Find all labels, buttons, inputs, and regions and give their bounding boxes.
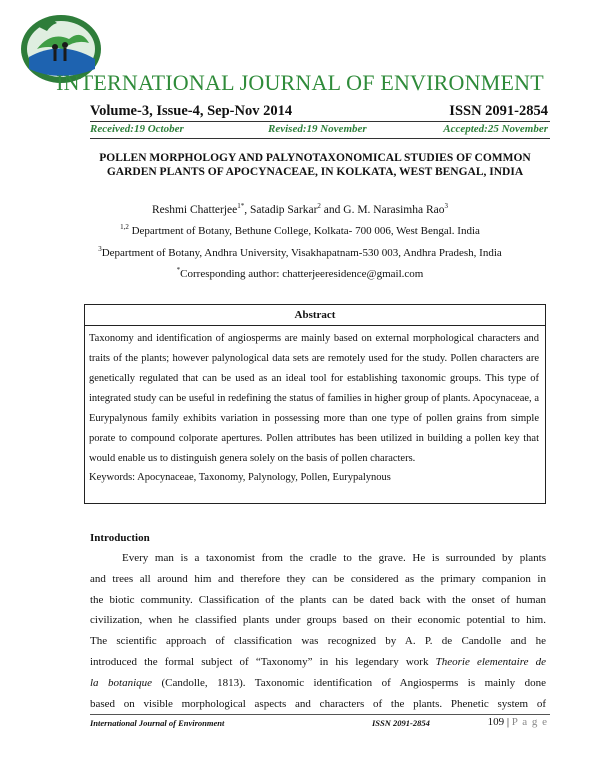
keywords: Keywords: Apocynaceae, Taxonomy, Palynology, Pollen, Eurypalynous — [89, 472, 391, 483]
volume-info: Volume-3, Issue-4, Sep-Nov 2014 — [90, 103, 293, 119]
author-sup: 3 — [444, 202, 449, 210]
header-rule-bottom — [90, 138, 550, 139]
page-label: P a g e — [511, 716, 548, 728]
introduction-heading: Introduction — [90, 532, 150, 544]
received-date: Received:19 October — [90, 123, 184, 135]
abstract-heading: Abstract — [294, 309, 336, 321]
accepted-date: Accepted:25 November — [443, 123, 548, 135]
page-footer — [90, 716, 548, 732]
dates-row — [90, 123, 548, 137]
footer-journal: International Journal of Environment — [90, 718, 225, 728]
footer-issn: ISSN 2091-2854 — [372, 718, 430, 728]
body-line: based on visible morphological aspects and characters of the plants. Phenetic system of — [90, 697, 546, 710]
affiliation-1: $^{1,2}$ Department of Botany, Bethune College, Kolkata- 700 006, West Bengal. India — [120, 223, 480, 237]
body-line: The scientific approach of classification was recognized by A. P. de Candolle and he — [90, 635, 546, 648]
body-line: the biotic community. Classification of the plants can be dated back with the onset of human — [90, 593, 546, 606]
author-sup: 1* — [237, 202, 245, 210]
italic-work-title: Theorie elementaire de — [435, 655, 547, 668]
page-number: 109 — [487, 716, 505, 728]
body-line: introduced the formal subject of “Taxonomy” in his legendary work Theorie elementaire de — [90, 655, 547, 668]
author-name: Satadip Sarkar — [250, 204, 318, 216]
journal-title: INTERNATIONAL JOURNAL OF ENVIRONMENT — [56, 70, 544, 95]
revised-date: Revised:19 November — [268, 123, 367, 135]
footer-rule — [90, 714, 550, 715]
footer-page: 109 | P a g e — [487, 716, 548, 728]
abstract-box — [84, 304, 546, 504]
italic-work-title-cont: la botanique — [90, 676, 153, 689]
author-name: Reshmi Chatterjee — [151, 204, 238, 216]
body-line: la botanique (Candolle, 1813). Taxonomic identification of Angiosperms is mainly done — [90, 676, 546, 689]
abstract-text: Taxonomy and identification of angiosperms are mainly based on external morphological characters and traits of the plants; however palynological data sets are remotely used for the study. Pollen characters are genetically regulated that can be used as an ideal tool for establishing taxonomic groups. This type of integrated study can be useful in redefining the status of families in higher group of plants. Apocynaceae, a Eurypalynous family exhibits variation in possessing more than one type of pollen grains from simple porate to compound colporate apertures. Pollen attributes has been utilized in building a pollen key that would enable us to distinguish genera solely on the basis of pollen characters. — [89, 333, 539, 464]
author-list: Reshmi Chatterjee$^{1*}$, Satadip Sarkar$^2$ and G. M. Narasimha Rao$^3$ — [151, 202, 449, 216]
volume-row — [90, 103, 548, 121]
body-line: and trees all around him and therefore they can be considered as the primary companion in — [90, 572, 546, 585]
header-rule-top — [90, 121, 550, 122]
introduction-body — [90, 548, 546, 714]
issn-header: ISSN 2091-2854 — [449, 103, 548, 119]
body-line: civilization, when he classified plants under groups based on their economic potential to him. — [90, 614, 546, 627]
corresponding-author: *Corresponding author: chatterjeeresidence@gmail.com — [176, 266, 424, 280]
author-name: G. M. Narasimha Rao — [343, 204, 445, 216]
paper-title: POLLEN MORPHOLOGY AND PALYNOTAXONOMICAL STUDIES OF COMMON GARDEN PLANTS OF APOCYNACEAE, IN KOLKATA, WEST BENGAL, INDIA — [99, 152, 531, 178]
author-sup: 2 — [317, 202, 321, 210]
affiliation-2: $^3$Department of Botany, Andhra University, Visakhapatnam-530 003, Andhra Pradesh, India — [98, 245, 502, 259]
body-line: Every man is a taxonomist from the cradle to the grave. He is surrounded by plants — [122, 552, 546, 564]
